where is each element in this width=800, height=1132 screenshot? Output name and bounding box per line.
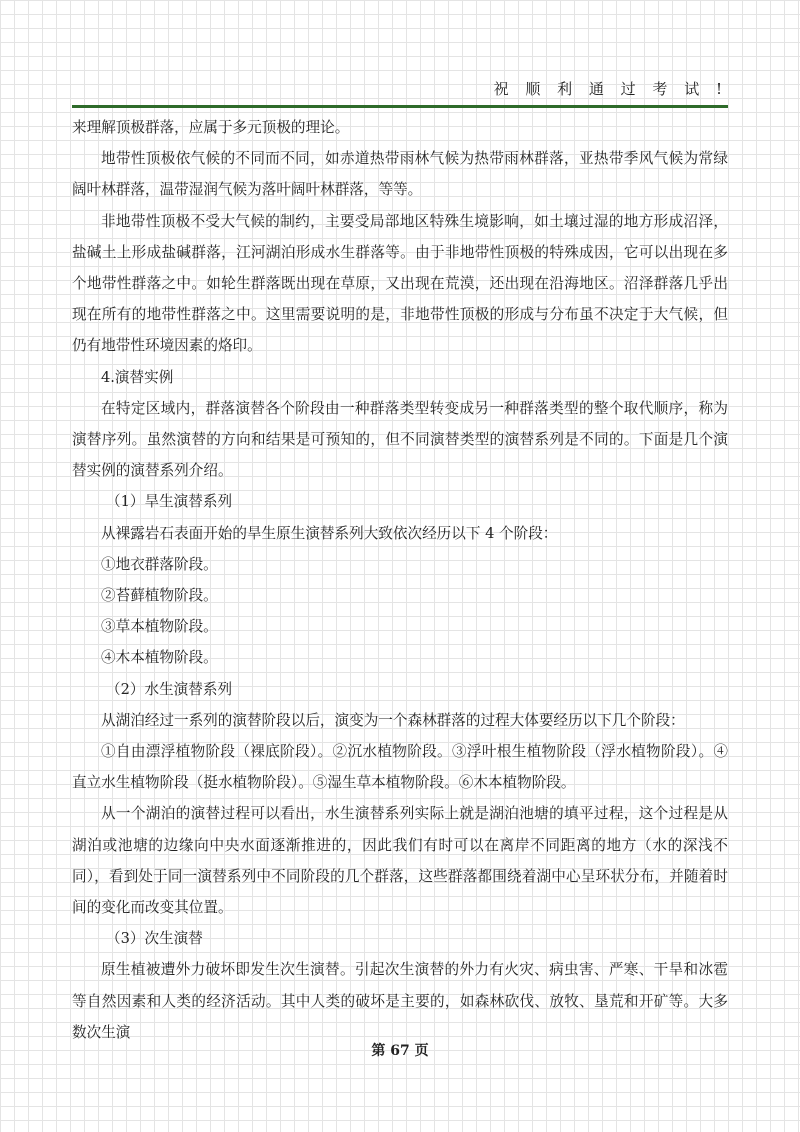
list-item: ②苔藓植物阶段。	[101, 587, 218, 605]
subheading-hydrarch: （2）水生演替系列	[106, 680, 233, 698]
list-item: ③草本植物阶段。	[101, 618, 218, 636]
paragraph-continuation: 来理解顶极群落，应属于多元顶极的理论。	[72, 119, 350, 136]
paragraph-azonal-climax: 非地带性顶极不受大气候的制约，主要受局部地区特殊生境影响，如土壤过湿的地方形成沼泽，盐碱土上形成盐碱群落，江河湖泊形成水生群落等。由于非地带性顶极的特殊成因，它可以出现在多个地带性群落之中。如轮生群落既出现在草原，又出现在荒漠，还出现在沿海地区。沼泽群落几乎出现在所有的地带性群落之中。这里需要说明的是，非地带性顶极的形成与分布虽不决定于大气候，但仍有地带性环境因素的烙印。	[72, 212, 728, 355]
paragraph-hydrarch-stages: ①自由漂浮植物阶段（裸底阶段）。②沉水植物阶段。③浮叶根生植物阶段（浮水植物阶段）。④直立水生植物阶段（挺水植物阶段）。⑤湿生草本植物阶段。⑥木本植物阶段。	[72, 743, 728, 792]
subheading-secondary: （3）次生演替	[106, 930, 203, 948]
list-item: ①地衣群落阶段。	[101, 555, 218, 573]
section-heading: 4.演替实例	[101, 368, 174, 386]
list-item: ④木本植物阶段。	[101, 649, 218, 667]
subheading-xerarch: （1）旱生演替系列	[106, 493, 233, 511]
header-divider	[72, 105, 728, 108]
paragraph-xerarch-intro: 从裸露岩石表面开始的旱生原生演替系列大致依次经历以下 4 个阶段：	[101, 524, 558, 542]
page-number: 第 67 页	[371, 1043, 429, 1059]
paragraph-hydrarch-intro: 从湖泊经过一系列的演替阶段以后，演变为一个森林群落的过程大体要经历以下几个阶段：	[101, 711, 685, 729]
paragraph-zonal-climax: 地带性顶极依气候的不同而不同，如赤道热带雨林气候为热带雨林群落，亚热带季风气候为常绿阔叶林群落，温带湿润气候为落叶阔叶林群落，等等。	[72, 150, 728, 199]
paragraph-hydrarch-explanation: 从一个湖泊的演替过程可以看出，水生演替系列实际上就是湖泊池塘的填平过程，这个过程是从湖泊或池塘的边缘向中央水面逐渐推进的，因此我们有时可以在离岸不同距离的地方（水的深浅不同），看到处于同一演替系列中不同阶段的几个群落，这些群落都围绕着湖中心呈环状分布，并随着时间的变化而改变其位置。	[72, 805, 728, 917]
header-slogan: 祝 顺 利 通 过 考 试 !	[493, 80, 728, 98]
paragraph-succession-series: 在特定区域内，群落演替各个阶段由一种群落类型转变成另一种群落类型的整个取代顺序，称为演替序列。虽然演替的方向和结果是可预知的，但不同演替类型的演替系列是不同的。下面是几个演替实例的演替系列介绍。	[72, 399, 728, 480]
paragraph-secondary-succession: 原生植被遭外力破坏即发生次生演替。引起次生演替的外力有火灾、病虫害、严寒、干旱和冰雹等自然因素和人类的经济活动。其中人类的破坏是主要的，如森林砍伐、放牧、垦荒和开矿等。大多数次生演	[72, 961, 728, 1041]
page-body	[72, 112, 728, 1048]
